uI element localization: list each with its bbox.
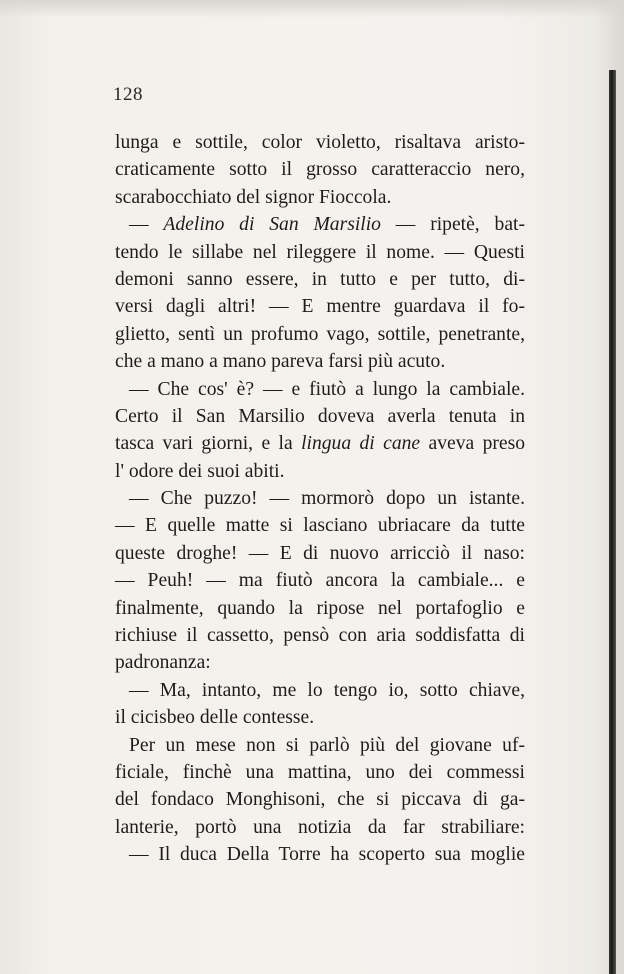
text-segment: — bbox=[129, 214, 164, 236]
text-line bbox=[115, 321, 525, 348]
text-line bbox=[115, 677, 525, 704]
text-line bbox=[115, 732, 525, 759]
text-line bbox=[115, 293, 525, 320]
text-line bbox=[115, 622, 525, 649]
text-line bbox=[115, 540, 525, 567]
text-line bbox=[115, 184, 525, 211]
text-line bbox=[115, 458, 525, 485]
text-line bbox=[115, 814, 525, 841]
text-segment: tendo le sillabe nel rileggere il nome. — Questi bbox=[115, 241, 525, 263]
text-segment: — Ma, intanto, me lo tengo io, sotto chiave, bbox=[129, 679, 525, 701]
text-segment: Per un mese non si parlò più del giovane uf- bbox=[129, 734, 525, 756]
text-segment: richiuse il cassetto, pensò con aria soddisfatta di bbox=[115, 625, 525, 647]
italic-text: lingua di cane bbox=[301, 433, 421, 455]
text-segment: lanterie, portò una notizia da far strabiliare: bbox=[115, 816, 525, 838]
text-line bbox=[115, 129, 525, 156]
text-segment: del fondaco Monghisoni, che si piccava di ga- bbox=[115, 789, 525, 811]
text-line bbox=[115, 211, 525, 238]
text-segment: il cicisbeo delle contesse. bbox=[115, 707, 315, 729]
text-line bbox=[115, 266, 525, 293]
text-segment: — Il duca Della Torre ha scoperto sua moglie bbox=[129, 844, 525, 866]
page-number: 128 bbox=[113, 84, 143, 105]
page-top-shadow bbox=[0, 0, 624, 18]
text-segment: che a mano a mano pareva farsi più acuto. bbox=[115, 351, 446, 373]
text-line bbox=[115, 704, 525, 731]
text-line bbox=[115, 512, 525, 539]
text-line bbox=[115, 403, 525, 430]
text-segment: scarabocchiato del signor Fioccola. bbox=[115, 186, 392, 208]
text-segment: craticamente sotto il grosso caratteraccio nero, bbox=[115, 159, 525, 181]
text-segment: — E quelle matte si lasciano ubriacare da tutte bbox=[115, 515, 525, 537]
text-line bbox=[115, 156, 525, 183]
text-line bbox=[115, 567, 525, 594]
text-segment: l' odore dei suoi abiti. bbox=[115, 460, 285, 482]
text-segment: — Che cos' è? — e fiutò a lungo la cambiale. bbox=[129, 378, 525, 400]
text-segment: tasca vari giorni, e la bbox=[115, 433, 302, 455]
text-line bbox=[115, 430, 525, 457]
text-segment: — Peuh! — ma fiutò ancora la cambiale... e bbox=[115, 570, 525, 592]
text-line bbox=[115, 786, 525, 813]
text-segment: glietto, sentì un profumo vago, sottile, penetrante, bbox=[115, 323, 525, 345]
text-segment: ficiale, finchè una mattina, uno dei commessi bbox=[115, 761, 525, 783]
text-segment: demoni sanno essere, in tutto e per tutto, di- bbox=[115, 268, 525, 290]
text-segment: queste droghe! — E di nuovo arricciò il naso: bbox=[115, 542, 525, 564]
text-line bbox=[115, 841, 525, 868]
text-segment: padronanza: bbox=[115, 652, 211, 674]
text-line bbox=[115, 376, 525, 403]
text-line bbox=[115, 485, 525, 512]
body-text bbox=[115, 129, 525, 869]
text-segment: lunga e sottile, color violetto, risaltava aristo- bbox=[115, 132, 525, 153]
italic-text: Adelino di San Marsilio bbox=[163, 214, 381, 236]
book-binding-edge bbox=[609, 70, 616, 974]
text-segment: — ripetè, bat- bbox=[380, 214, 525, 236]
text-line bbox=[115, 649, 525, 676]
text-segment: Certo il San Marsilio doveva averla tenuta in bbox=[115, 405, 525, 427]
text-line bbox=[115, 239, 525, 266]
text-line bbox=[115, 348, 525, 375]
text-line bbox=[115, 759, 525, 786]
text-segment: aveva preso bbox=[420, 433, 526, 455]
text-segment: finalmente, quando la ripose nel portafoglio e bbox=[115, 597, 525, 619]
text-segment: versi dagli altri! — E mentre guardava il fo- bbox=[115, 296, 525, 318]
text-line bbox=[115, 595, 525, 622]
text-segment: — Che puzzo! — mormorò dopo un istante. bbox=[129, 488, 525, 510]
